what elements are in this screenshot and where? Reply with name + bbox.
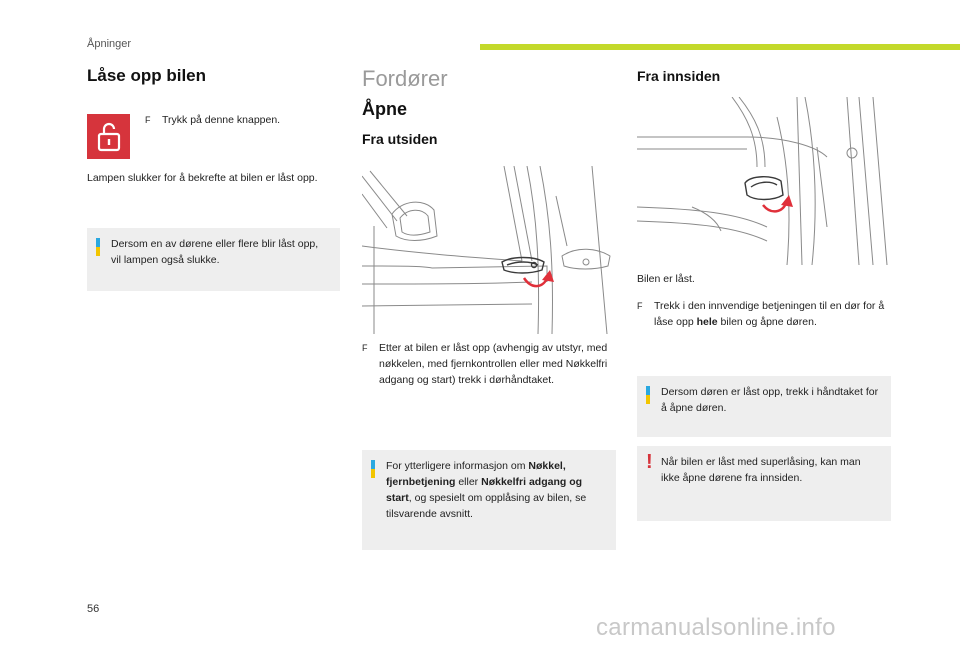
- inside-title: Fra innsiden: [637, 68, 721, 84]
- step-mark: F: [362, 343, 368, 353]
- outside-title: Fra utsiden: [362, 131, 438, 147]
- section-label: Åpninger: [87, 38, 132, 50]
- outside-door-handle-illustration: [362, 166, 616, 334]
- info-icon: [96, 238, 100, 256]
- inside-door-handle-illustration: [637, 97, 891, 265]
- more-info-text-1: For ytterligere informasjon om: [386, 460, 529, 472]
- step-mark: F: [637, 301, 643, 311]
- info-icon: [646, 386, 650, 404]
- inside-step-bold: hele: [696, 316, 718, 328]
- outside-step-text: Etter at bilen er låst opp (avhengig av utstyr, med nøkkelen, med fjernkontrollen eller med Nøkkelfri adgang og start) trekk i dørhåndtaket.: [379, 342, 608, 386]
- more-info-text-2: eller: [455, 476, 482, 488]
- more-info-bold-2: Nøkkelfri adgang og start: [386, 476, 583, 504]
- padlock-open-icon: [87, 114, 130, 159]
- more-info-box: [362, 450, 616, 550]
- unlock-step: [145, 112, 340, 128]
- more-info-text-3: , og spesielt om opplåsing av bilen, se tilsvarende avsnitt.: [386, 492, 587, 520]
- watermark: carmanualsonline.info: [596, 614, 836, 641]
- warning-box: [637, 446, 891, 521]
- unlock-info-box: [87, 228, 340, 291]
- inside-info-box: [637, 376, 891, 437]
- info-icon: [371, 460, 375, 478]
- unlock-step-text: Trykk på denne knappen.: [162, 114, 281, 126]
- inside-step: [637, 298, 891, 330]
- inside-info-text: Dersom døren er låst opp, trekk i håndtaket for å åpne døren.: [661, 386, 879, 414]
- warning-text: Når bilen er låst med superlåsing, kan man ikke åpne dørene fra innsiden.: [661, 456, 861, 484]
- more-info-bold-1: Nøkkel, fjernbetjening: [386, 460, 566, 488]
- warning-icon: !: [646, 451, 653, 473]
- car-locked-text: Bilen er låst.: [637, 273, 695, 285]
- header-accent-bar: [480, 44, 960, 50]
- unlock-paragraph: Lampen slukker for å bekrefte at bilen er låst opp.: [87, 172, 318, 184]
- inside-step-text-2: bilen og åpne døren.: [717, 316, 817, 328]
- outside-step: [362, 340, 616, 388]
- unlock-title: Låse opp bilen: [87, 66, 207, 85]
- step-mark: F: [145, 115, 151, 125]
- unlock-info-text: Dersom en av dørene eller flere blir låst opp, vil lampen også slukke.: [111, 238, 319, 266]
- open-title: Åpne: [362, 99, 407, 119]
- page-number: 56: [87, 603, 100, 615]
- front-doors-title: Fordører: [362, 66, 448, 91]
- inside-step-text-1: Trekk i den innvendige betjeningen til en dør for å låse opp: [654, 300, 885, 328]
